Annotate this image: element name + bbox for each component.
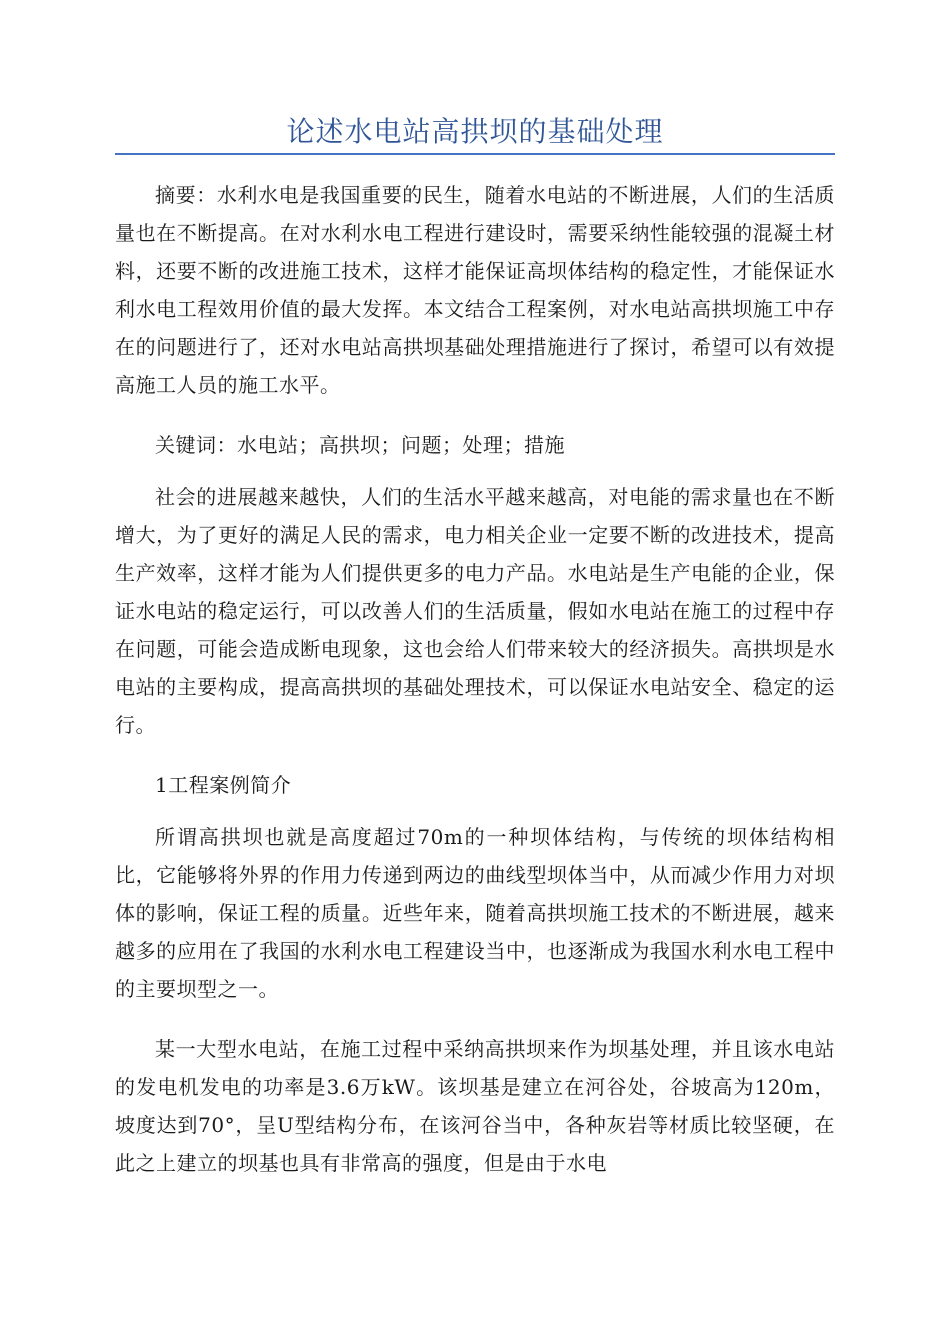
abstract-paragraph: 摘要：水利水电是我国重要的民生，随着水电站的不断进展，人们的生活质量也在不断提高。在对水利水电工程进行建设时，需要采纳性能较强的混凝土材料，还要不断的改进施工技术，这样才能保证高坝体结构的稳定性，才能保证水利水电工程效用价值的最大发挥。本文结合工程案例，对水电站高拱坝施工中存在的问题进行了，还对水电站高拱坝基础处理措施进行了探讨，希望可以有效提高施工人员的施工水平。 [115,183,835,397]
document-body [115,176,835,1204]
intro-paragraph: 社会的进展越来越快，人们的生活水平越来越高，对电能的需求量也在不断增大，为了更好的满足人民的需求，电力相关企业一定要不断的改进技术，提高生产效率，这样才能为人们提供更多的电力产品。水电站是生产电能的企业，保证水电站的稳定运行，可以改善人们的生活质量，假如水电站在施工的过程中存在问题，可能会造成断电现象，这也会给人们带来较大的经济损失。高拱坝是水电站的主要构成，提高高拱坝的基础处理技术，可以保证水电站安全、稳定的运行。 [115,485,835,737]
body-paragraph: 某一大型水电站，在施工过程中采纳高拱坝来作为坝基处理，并且该水电站的发电机发电的功率是3.6万kW。该坝基是建立在河谷处，谷坡高为120m，坡度达到70°，呈U型结构分布，在该河谷当中，各种灰岩等材质比较坚硬，在此之上建立的坝基也具有非常高的强度，但是由于水电 [115,1037,835,1175]
body-paragraph: 所谓高拱坝也就是高度超过70m的一种坝体结构，与传统的坝体结构相比，它能够将外界的作用力传递到两边的曲线型坝体当中，从而减少作用力对坝体的影响，保证工程的质量。近些年来，随着高拱坝施工技术的不断进展，越来越多的应用在了我国的水利水电工程建设当中，也逐渐成为我国水利水电工程中的主要坝型之一。 [115,825,835,1001]
keywords-paragraph: 关键词：水电站；高拱坝；问题；处理；措施 [155,433,565,457]
document-title: 论述水电站高拱坝的基础处理 [286,115,664,148]
section-heading: 1工程案例简介 [155,773,292,797]
title-underline [115,153,835,155]
